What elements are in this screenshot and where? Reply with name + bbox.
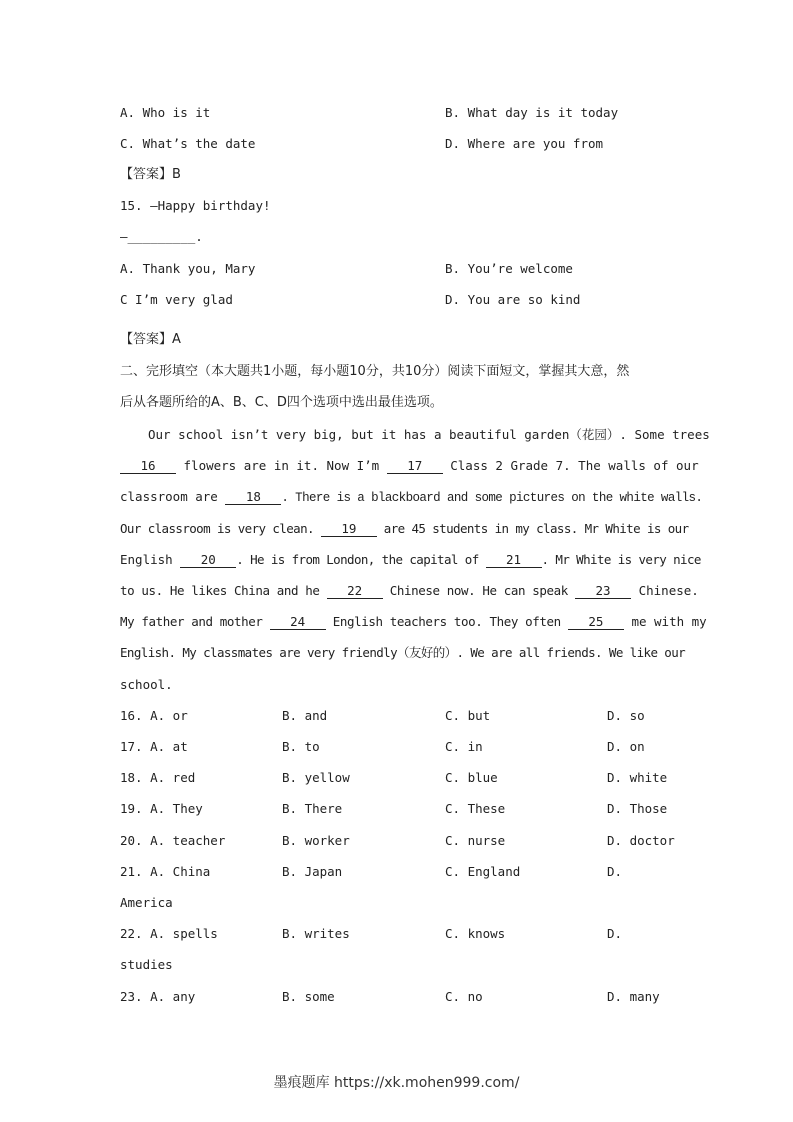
q23-option-d: D. many bbox=[607, 989, 660, 1004]
q23-option-b: B. some bbox=[282, 989, 335, 1004]
passage-line-4 bbox=[120, 521, 689, 537]
q22-option-d-wrap: studies bbox=[120, 957, 173, 972]
passage-line-8: English. My classmates are very friendly（友好的）. We are all friends. We like our bbox=[120, 645, 686, 660]
q18-option-d: D. white bbox=[607, 770, 668, 785]
passage-text: . Mr White is very nice bbox=[541, 552, 701, 567]
q19-option-b: B. There bbox=[282, 801, 343, 816]
blank-21[interactable]: 21 bbox=[486, 553, 542, 568]
q14-option-a: A. Who is it bbox=[120, 105, 211, 120]
q18-option-c: C. blue bbox=[445, 770, 498, 785]
q18-option-b: B. yellow bbox=[282, 770, 350, 785]
blank-17[interactable]: 17 bbox=[387, 459, 443, 474]
passage-text: English teachers too. They often bbox=[325, 614, 568, 629]
q16-option-b: B. and bbox=[282, 708, 328, 723]
passage-line-3 bbox=[120, 489, 702, 506]
q23-option-c: C. no bbox=[445, 989, 483, 1004]
q20-option-b: B. worker bbox=[282, 833, 350, 848]
blank-16[interactable]: 16 bbox=[120, 459, 176, 474]
blank-22[interactable]: 22 bbox=[327, 584, 383, 599]
passage-text: me with my bbox=[623, 614, 707, 629]
passage-line-2 bbox=[120, 458, 699, 474]
passage-text: are 45 students in my class. Mr White is our bbox=[376, 521, 689, 536]
q16-option-a: 16. A. or bbox=[120, 708, 188, 723]
passage-text: Chinese now. He can speak bbox=[382, 583, 576, 598]
section-heading-line1: 二、完形填空（本大题共1小题，每小题10分，共10分）阅读下面短文，掌握其大意，然 bbox=[120, 364, 630, 379]
q20-option-a: 20. A. teacher bbox=[120, 833, 226, 848]
q15-reply: —_________. bbox=[120, 229, 203, 244]
blank-25[interactable]: 25 bbox=[568, 615, 624, 630]
q16-option-c: C. but bbox=[445, 708, 491, 723]
q19-option-c: C. These bbox=[445, 801, 506, 816]
passage-text: My father and mother bbox=[120, 614, 270, 629]
passage-text: Class 2 Grade 7. The walls of our bbox=[442, 458, 699, 473]
q15-option-b: B. You’re welcome bbox=[445, 261, 573, 276]
passage-text: flowers are in it. Now I’m bbox=[176, 458, 387, 473]
passage-text: . He is from London, the capital of bbox=[236, 552, 486, 567]
q22-option-c: C. knows bbox=[445, 926, 506, 941]
passage-line-1: Our school isn’t very big, but it has a beautiful garden（花园）. Some trees bbox=[148, 427, 710, 442]
q22-option-b: B. writes bbox=[282, 926, 350, 941]
passage-text: Our classroom is very clean. bbox=[120, 521, 321, 536]
q22-option-a: 22. A. spells bbox=[120, 926, 218, 941]
passage-text: classroom are bbox=[120, 489, 226, 504]
q19-option-a: 19. A. They bbox=[120, 801, 203, 816]
q14-option-d: D. Where are you from bbox=[445, 136, 604, 151]
blank-19[interactable]: 19 bbox=[321, 522, 377, 537]
q20-option-c: C. nurse bbox=[445, 833, 506, 848]
passage-line-9: school. bbox=[120, 677, 173, 692]
blank-20[interactable]: 20 bbox=[180, 553, 236, 568]
q16-option-d: D. so bbox=[607, 708, 645, 723]
q14-option-c: C. What’s the date bbox=[120, 136, 256, 151]
q21-option-d-wrap: America bbox=[120, 895, 173, 910]
q15-option-a: A. Thank you, Mary bbox=[120, 261, 256, 276]
section-heading-line2: 后从各题所给的A、B、C、D四个选项中选出最佳选项。 bbox=[120, 395, 443, 410]
q14-answer: 【答案】B bbox=[120, 167, 181, 182]
q18-option-a: 18. A. red bbox=[120, 770, 196, 785]
q21-option-a: 21. A. China bbox=[120, 864, 211, 879]
passage-text: Chinese. bbox=[631, 583, 699, 598]
q14-option-b: B. What day is it today bbox=[445, 105, 619, 120]
blank-18[interactable]: 18 bbox=[225, 490, 281, 505]
q15-stem: 15. —Happy birthday! bbox=[120, 198, 271, 213]
q17-option-d: D. on bbox=[607, 739, 645, 754]
q15-option-c: C I’m very glad bbox=[120, 292, 233, 307]
blank-23[interactable]: 23 bbox=[575, 584, 631, 599]
passage-line-5 bbox=[120, 552, 701, 568]
q21-option-b: B. Japan bbox=[282, 864, 343, 879]
passage-text: English bbox=[120, 552, 181, 567]
footer-watermark: 墨痕题库 https://xk.mohen999.com/ bbox=[273, 1075, 520, 1091]
passage-line-6 bbox=[120, 583, 699, 599]
q17-option-b: B. to bbox=[282, 739, 320, 754]
q17-option-a: 17. A. at bbox=[120, 739, 188, 754]
q17-option-c: C. in bbox=[445, 739, 483, 754]
q15-option-d: D. You are so kind bbox=[445, 292, 581, 307]
q22-option-d: D. bbox=[607, 926, 623, 941]
blank-24[interactable]: 24 bbox=[270, 615, 326, 630]
passage-text: . There is a blackboard and some pictures on the white walls. bbox=[281, 491, 703, 505]
q21-option-c: C. England bbox=[445, 864, 521, 879]
q19-option-d: D. Those bbox=[607, 801, 668, 816]
q15-answer: 【答案】A bbox=[120, 332, 181, 347]
q20-option-d: D. doctor bbox=[607, 833, 675, 848]
q21-option-d: D. bbox=[607, 864, 623, 879]
q23-option-a: 23. A. any bbox=[120, 989, 196, 1004]
passage-text: to us. He likes China and he bbox=[120, 583, 327, 598]
passage-line-7 bbox=[120, 614, 707, 630]
